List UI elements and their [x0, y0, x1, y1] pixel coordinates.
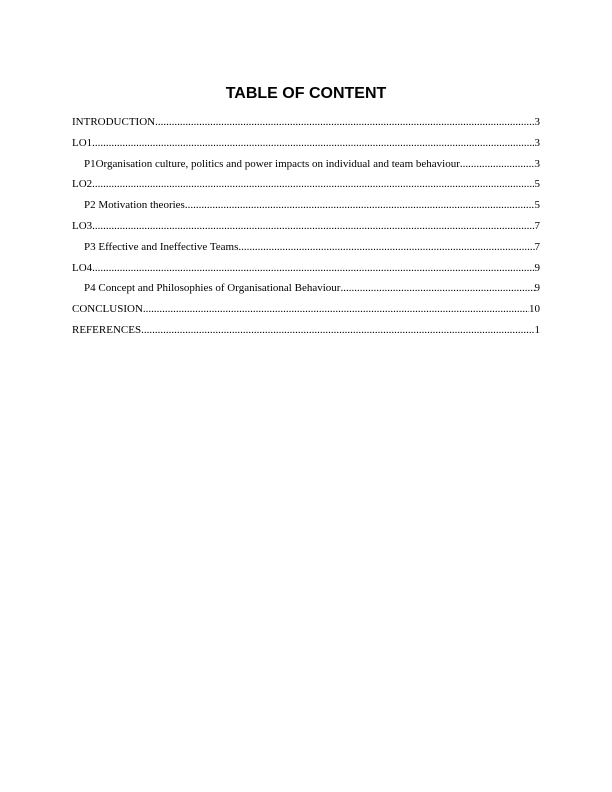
- toc-entry-text: P1Organisation culture, politics and power impacts on individual and team behaviour: [84, 157, 460, 170]
- toc-entry-page: 3: [534, 136, 540, 149]
- toc-entry-conclusion[interactable]: [72, 303, 540, 324]
- toc-entry-text: LO1: [72, 136, 93, 149]
- toc-entry-text: P4 Concept and Philosophies of Organisational Behaviour: [84, 282, 341, 295]
- toc-leader-dots: [143, 303, 529, 315]
- toc-leader-dots: [92, 137, 534, 149]
- toc-entry-text: CONCLUSION: [72, 303, 143, 316]
- toc-entry-page: 9: [534, 261, 540, 274]
- toc-leader-dots: [238, 241, 534, 253]
- toc-entry-p3[interactable]: [72, 241, 540, 262]
- toc-title: TABLE OF CONTENT: [225, 85, 387, 102]
- toc-entry-page: 5: [534, 199, 540, 212]
- toc-entry-references[interactable]: [72, 324, 540, 345]
- toc-list: [72, 116, 540, 345]
- toc-entry-text: P3 Effective and Ineffective Teams: [84, 240, 239, 253]
- toc-entry-lo2[interactable]: [72, 178, 540, 199]
- toc-entry-text: INTRODUCTION: [72, 116, 156, 128]
- toc-entry-lo4[interactable]: [72, 262, 540, 283]
- toc-leader-dots: [340, 282, 534, 294]
- toc-entry-page: 7: [534, 240, 540, 253]
- toc-entry-page: 9: [534, 282, 540, 295]
- toc-leader-dots: [155, 116, 534, 128]
- toc-entry-lo3[interactable]: [72, 220, 540, 241]
- toc-leader-dots: [92, 178, 534, 190]
- toc-entry-page: 3: [534, 157, 540, 170]
- toc-leader-dots: [92, 220, 534, 232]
- toc-leader-dots: [92, 262, 534, 274]
- toc-entry-text: LO4: [72, 261, 93, 274]
- toc-entry-text: P2 Motivation theories: [84, 199, 185, 212]
- toc-entry-text: LO3: [72, 219, 93, 232]
- toc-entry-lo1[interactable]: [72, 137, 540, 158]
- toc-entry-p2[interactable]: [72, 199, 540, 220]
- toc-entry-page: 3: [534, 116, 540, 128]
- toc-entry-text: REFERENCES: [72, 323, 142, 336]
- toc-leader-dots: [141, 324, 534, 336]
- toc-leader-dots: [185, 199, 535, 211]
- toc-entry-text: LO2: [72, 178, 93, 191]
- toc-leader-dots: [460, 158, 535, 170]
- toc-entry-page: 1: [534, 323, 540, 336]
- toc-entry-page: 10: [529, 303, 540, 316]
- toc-entry-page: 5: [534, 178, 540, 191]
- toc-entry-p4[interactable]: [72, 282, 540, 303]
- toc-entry-introduction[interactable]: [72, 116, 540, 137]
- toc-entry-p1[interactable]: [72, 158, 540, 179]
- toc-entry-page: 7: [534, 219, 540, 232]
